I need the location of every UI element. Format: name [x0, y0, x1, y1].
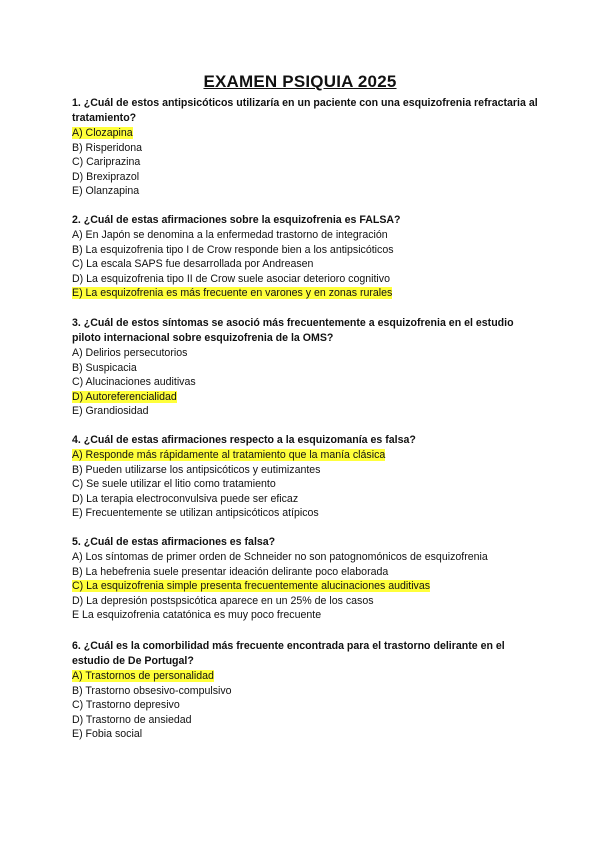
question-5-option-e: E La esquizofrenia catatónica es muy poco frecuente [72, 609, 322, 622]
question-1-option-c: C) Cariprazina [72, 156, 141, 169]
question-3 [72, 316, 542, 419]
question-2 [72, 213, 542, 301]
question-4-text: 4. ¿Cuál de estas afirmaciones respecto a la esquizomanía es falsa? [72, 434, 416, 446]
highlighted-answer: C) La esquizofrenia simple presenta frecuentemente alucinaciones auditivas [72, 580, 431, 593]
question-1-text: 1. ¿Cuál de estos antipsicóticos utilizaría en un paciente con una esquizofrenia refractaria al tratamiento? [72, 97, 538, 124]
question-2-option-d: D) La esquizofrenia tipo II de Crow suele asociar deterioro cognitivo [72, 272, 390, 285]
question-6-option-c: C) Trastorno depresivo [72, 699, 180, 712]
exam-title: EXAMEN PSIQUIA 2025 [203, 72, 397, 91]
question-1-option-b: B) Risperidona [72, 141, 143, 154]
question-6-option-b: B) Trastorno obsesivo-compulsivo [72, 684, 232, 697]
question-5-option-d: D) La depresión postspsicótica aparece en un 25% de los casos [72, 594, 374, 607]
question-4-option-b: B) Pueden utilizarse los antipsicóticos y eutimizantes [72, 463, 321, 476]
question-1 [72, 96, 542, 199]
question-3-option-d [72, 390, 542, 405]
question-4-option-c: C) Se suele utilizar el litio como tratamiento [72, 478, 276, 491]
highlighted-answer: A) Trastornos de personalidad [72, 670, 214, 682]
highlighted-answer: D) Autoreferencialidad [72, 390, 177, 403]
question-3-option-e: E) Grandiosidad [72, 405, 149, 418]
question-5-option-b: B) La hebefrenia suele presentar ideación delirante poco elaborada [72, 565, 389, 578]
question-5-text: 5. ¿Cuál de estas afirmaciones es falsa? [72, 536, 276, 548]
question-1-option-e: E) Olanzapina [72, 185, 140, 198]
question-4-option-d: D) La terapia electroconvulsiva puede ser eficaz [72, 492, 299, 505]
question-4-option-e: E) Frecuentemente se utilizan antipsicóticos atípicos [72, 507, 319, 520]
question-5-option-a: A) Los síntomas de primer orden de Schneider no son patognomónicos de esquizofrenia [72, 551, 488, 563]
question-6-option-a [72, 669, 542, 684]
question-3-option-b: B) Suspicacia [72, 361, 137, 374]
question-3-option-c: C) Alucinaciones auditivas [72, 376, 196, 389]
question-2-option-e [72, 286, 542, 301]
question-3-text: 3. ¿Cuál de estos síntomas se asoció más frecuentemente a esquizofrenia en el estudio piloto internacional sobre esquizofrenia de la OMS? [72, 317, 514, 344]
question-5 [72, 535, 542, 623]
highlighted-answer: A) Clozapina [72, 127, 133, 139]
question-2-option-b: B) La esquizofrenia tipo I de Crow responde bien a los antipsicóticos [72, 243, 394, 256]
question-5-option-c [72, 579, 542, 594]
highlighted-answer: A) Responde más rápidamente al tratamiento que la manía clásica [72, 449, 386, 461]
question-6-text: 6. ¿Cuál es la comorbilidad más frecuente encontrada para el trastorno delirante en el estudio de De Portugal? [72, 640, 505, 667]
question-6-option-e: E) Fobia social [72, 728, 143, 741]
question-6-option-d: D) Trastorno de ansiedad [72, 713, 192, 726]
highlighted-answer: E) La esquizofrenia es más frecuente en varones y en zonas rurales [72, 287, 393, 300]
question-4-option-a [72, 448, 542, 463]
question-2-option-c: C) La escala SAPS fue desarrollada por Andreasen [72, 258, 314, 271]
question-1-option-a [72, 126, 542, 141]
question-2-option-a: A) En Japón se denomina a la enfermedad trastorno de integración [72, 229, 388, 241]
question-3-option-a: A) Delirios persecutorios [72, 347, 188, 359]
question-6 [72, 639, 542, 742]
question-4 [72, 433, 542, 521]
question-1-option-d: D) Brexiprazol [72, 170, 140, 183]
question-2-text: 2. ¿Cuál de estas afirmaciones sobre la esquizofrenia es FALSA? [72, 214, 401, 226]
